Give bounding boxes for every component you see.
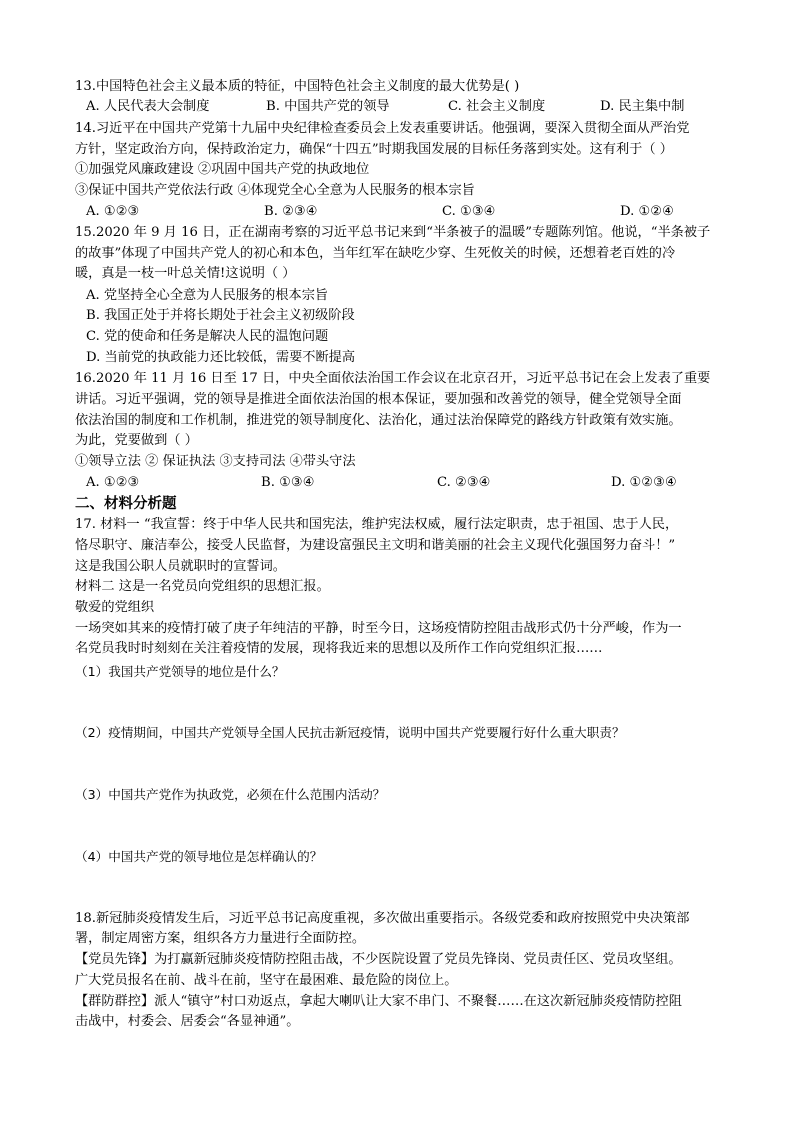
q17-subquestion-2: （2）疫情期间，中国共产党领导全国人民抗击新冠疫情，说明中国共产党要履行好什么重大职责？ — [75, 725, 625, 740]
q17-subquestion-3: （3）中国共产党作为执政党，必须在什么范围内活动？ — [75, 787, 386, 802]
q14-option-a: A. ①②③ — [86, 204, 140, 219]
q17-line: 这是我国公职人员就职时的宣誓词。 — [75, 559, 286, 574]
q17-line: 17. 材料一 “我宣誓：终于中华人民共和国宪法，维护宪法权威，履行法定职责，忠于祖国、忠于人民， — [75, 517, 679, 532]
q14-line: ①加强党风廉政建设 ②巩固中国共产党的执政地位 — [75, 162, 370, 177]
q16-line: 为此，党要做到（ ） — [75, 433, 198, 448]
q16-option-c: C. ②③④ — [437, 475, 491, 490]
q17-line: 名党员我时时刻刻在关注着疫情的发展，现将我近来的思想以及所作工作向党组织汇报…… — [75, 641, 603, 656]
q13-option-d: D. 民主集中制 — [600, 99, 685, 114]
q16-line: 讲话。习近平强调，党的领导是推进全面依法治国的根本保证，要加强和改善党的领导，健全党领导全面 — [75, 392, 682, 407]
q15-line: 15.2020 年 9 月 16 日，正在湖南考察的习近平总书记来到“半条被子的温暖”专题陈列馆。他说，“半条被子 — [75, 225, 711, 240]
q15-line: 的故事”体现了中国共产党人的初心和本色，当年红军在缺吃少穿、生死攸关的时候，还想着老百姓的冷 — [75, 246, 676, 261]
q18-line: 击战中，村委会、居委会“各显神通”。 — [75, 1014, 300, 1029]
q18-line: 18.新冠肺炎疫情发生后，习近平总书记高度重视，多次做出重要指示。各级党委和政府按照党中央决策部 — [75, 911, 690, 926]
q14-line: ③保证中国共产党依法行政 ④体现党全心全意为人民服务的根本宗旨 — [75, 183, 475, 198]
q15-option-b: B. 我国正处于并将长期处于社会主义初级阶段 — [86, 308, 355, 323]
q14-line: 14.习近平在中国共产党第十九届中央纪律检查委员会上发表重要讲话。他强调，要深入贯彻全面从严治党 — [75, 121, 690, 136]
q18-line: 署，制定周密方案，组织各方力量进行全面防控。 — [75, 931, 366, 946]
q16-line: ①领导立法 ② 保证执法 ③支持司法 ④带头守法 — [75, 454, 356, 469]
q16-option-a: A. ①②③ — [86, 475, 140, 490]
q17-line: 敬爱的党组织 — [75, 600, 155, 615]
q15-option-a: A. 党坚持全心全意为人民服务的根本宗旨 — [86, 288, 329, 303]
q17-line: 一场突如其来的疫情打破了庚子年纯洁的平静，时至今日，这场疫情防控阻击战形式仍十分严峻，作为一 — [75, 621, 682, 636]
q18-line: 广大党员报名在前、战斗在前，坚守在最困难、最危险的岗位上。 — [75, 973, 458, 988]
q17-line: 材料二 这是一名党员向党组织的思想汇报。 — [75, 579, 330, 594]
q14-option-d: D. ①②④ — [620, 204, 674, 219]
q15-option-d: D. 当前党的执政能力还比较低，需要不断提高 — [86, 350, 356, 365]
q13-option-c: C. 社会主义制度 — [448, 99, 546, 114]
q17-subquestion-4: （4）中国共产党的领导地位是怎样确认的？ — [75, 849, 323, 864]
q17-line: 恪尽职守、廉洁奉公，接受人民监督，为建设富强民主文明和谐美丽的社会主义现代化强国努力奋斗！” — [75, 538, 676, 553]
q16-option-b: B. ①③④ — [261, 475, 315, 490]
q15-option-c: C. 党的使命和任务是解决人民的温饱问题 — [86, 329, 329, 344]
q16-line: 16.2020 年 11 月 16 日至 17 日，中央全面依法治国工作会议在北京召开，习近平总书记在会上发表了重要 — [75, 371, 711, 386]
q13-option-a: A. 人民代表大会制度 — [86, 99, 210, 114]
section-title: 二、材料分析题 — [75, 495, 177, 512]
q14-line: 方针，坚定政治方向，保持政治定力，确保“十四五”时期我国发展的目标任务落到实处。这有利于（ ） — [75, 142, 673, 157]
q16-option-d: D. ①②③④ — [611, 475, 677, 490]
q13-stem: 13.中国特色社会主义最本质的特征，中国特色社会主义制度的最大优势是( ) — [75, 79, 520, 94]
q18-line: 【群防群控】派人“镇守”村口劝返点，拿起大喇叭让大家不串门、不聚餐……在这次新冠肺炎疫情防控阻 — [75, 994, 682, 1009]
q17-subquestion-1: （1）我国共产党领导的地位是什么？ — [75, 664, 285, 679]
q16-line: 依法治国的制度和工作机制，推进党的领导制度化、法治化，通过法治保障党的路线方针政策有效实施。 — [75, 413, 682, 428]
q15-line: 暖，真是一枝一叶总关情!这说明（ ） — [75, 266, 296, 281]
q14-option-b: B. ②③④ — [264, 204, 318, 219]
q18-line: 【党员先锋】为打赢新冠肺炎疫情防控阻击战，不少医院设置了党员先锋岗、党员责任区、党员攻坚组。 — [75, 952, 682, 967]
q14-option-c: C. ①③④ — [442, 204, 496, 219]
q13-option-b: B. 中国共产党的领导 — [266, 99, 390, 114]
